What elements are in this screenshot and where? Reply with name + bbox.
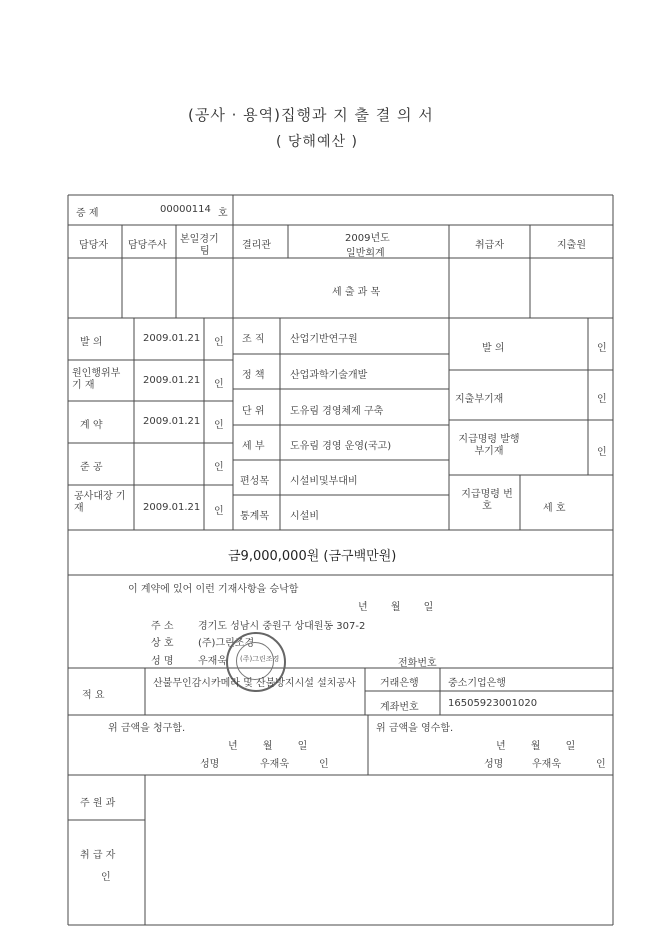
right-row-expense-label: 지출부기재 <box>455 394 504 405</box>
left-row-ledger-label: 공사대장 기 재 <box>74 491 126 514</box>
left-row-ledger-date: 2009.01.21 <box>143 502 201 513</box>
receipt-text: 위 금액을 영수함. <box>376 723 454 734</box>
account-type: 일반회계 <box>346 248 385 259</box>
left-row-cause-date: 2009.01.21 <box>143 375 201 386</box>
document-title: (공사 · 용역)집행과 지 출 결 의 서 <box>188 106 434 124</box>
bank-label: 거래은행 <box>380 678 419 689</box>
right-row-order-seal: 인 <box>597 447 607 458</box>
right-row-order-no-value: 세 호 <box>543 503 566 514</box>
receipt-name: 우재욱 <box>532 759 561 770</box>
approval-col-handler: 취급자 <box>475 240 504 251</box>
account-label: 계좌번호 <box>380 702 419 713</box>
left-row-contract-seal: 인 <box>214 420 224 431</box>
receipt-date: 년 월 일 <box>496 741 576 752</box>
account-value: 16505923001020 <box>448 698 538 709</box>
mid-row-org-label: 조 직 <box>242 334 265 345</box>
left-row-cause-seal: 인 <box>214 379 224 390</box>
summary-label: 적 요 <box>82 690 105 701</box>
summary-value: 산불무인감시카메라 및 산불방지시설 설치공사 <box>153 678 356 689</box>
name-label: 성 명 <box>151 656 174 667</box>
mid-row-policy-value: 산업과학기술개발 <box>290 370 368 381</box>
claim-date: 년 월 일 <box>228 741 308 752</box>
approval-col-officer: 담당주사 <box>128 240 167 251</box>
mid-row-unit-label: 단 위 <box>242 406 265 417</box>
left-row-proposal-seal: 인 <box>214 337 224 348</box>
budget-class-label: 세 출 과 목 <box>332 287 381 298</box>
contract-statement: 이 계약에 있어 이런 기재사항을 승낙함 <box>128 584 299 595</box>
doc-number-suffix: 호 <box>218 208 228 219</box>
bank-value: 중소기업은행 <box>448 678 506 689</box>
receipt-name-label: 성명 <box>484 759 504 770</box>
mid-row-budget-item-label: 편성목 <box>240 476 269 487</box>
mid-row-detail-value: 도유림 경영 운영(국고) <box>290 441 392 452</box>
right-row-order-no-label: 지급명령 번 호 <box>461 489 513 512</box>
approval-col-team-line2: 팀 <box>200 246 210 257</box>
claim-name: 우재욱 <box>260 759 289 770</box>
total-amount: 금9,000,000원 (금구백만원) <box>228 549 397 564</box>
address-value: 경기도 성남시 중원구 상대원동 307-2 <box>198 621 366 632</box>
approval-col-payer: 지출원 <box>557 240 586 251</box>
approval-col-clerk: 담당자 <box>79 240 108 251</box>
footer-handler-seal: 인 <box>101 872 111 883</box>
left-row-cause-label: 원인행위부 기 재 <box>72 368 121 391</box>
document-subtitle: ( 당해예산 ) <box>276 134 358 150</box>
name-value: 우재욱 <box>198 656 227 667</box>
contract-date: 년 월 일 <box>358 602 434 613</box>
claim-seal: 인 <box>319 759 329 770</box>
receipt-seal: 인 <box>596 759 606 770</box>
mid-row-budget-item-value: 시설비및부대비 <box>290 476 358 487</box>
footer-handler: 취 급 자 <box>80 850 116 861</box>
left-row-contract-date: 2009.01.21 <box>143 416 201 427</box>
approval-col-team-line1: 본일경기 <box>180 234 219 245</box>
footer-main-dept: 주 원 과 <box>80 798 116 809</box>
phone-label: 전화번호 <box>398 658 437 669</box>
mid-row-stat-value: 시설비 <box>290 511 319 522</box>
company-value: (주)그린조경 <box>198 638 255 649</box>
company-seal-text: (주)그린조경 <box>240 655 280 663</box>
claim-text: 위 금액을 청구함. <box>108 723 186 734</box>
approval-col-manager: 결리관 <box>242 240 271 251</box>
right-row-order-label: 지급명령 발행부기재 <box>458 434 520 457</box>
left-row-completion-seal: 인 <box>214 462 224 473</box>
right-row-proposal-label: 발 의 <box>482 343 505 354</box>
right-row-expense-seal: 인 <box>597 394 607 405</box>
address-label: 주 소 <box>151 621 174 632</box>
doc-number-label: 증 제 <box>76 208 99 219</box>
left-row-proposal-date: 2009.01.21 <box>143 333 201 344</box>
fiscal-year: 2009년도 <box>345 233 390 244</box>
company-label: 상 호 <box>151 638 174 649</box>
mid-row-stat-label: 통계목 <box>240 511 269 522</box>
mid-row-org-value: 산업기반연구원 <box>290 334 358 345</box>
left-row-proposal-label: 발 의 <box>80 337 103 348</box>
left-row-ledger-seal: 인 <box>214 506 224 517</box>
right-row-proposal-seal: 인 <box>597 343 607 354</box>
mid-row-unit-value: 도유림 경영체제 구축 <box>290 406 384 417</box>
left-row-contract-label: 계 약 <box>80 420 103 431</box>
mid-row-detail-label: 세 부 <box>242 441 265 452</box>
left-row-completion-label: 준 공 <box>80 462 103 473</box>
mid-row-policy-label: 정 책 <box>242 370 265 381</box>
doc-number-value: 00000114 <box>160 204 211 215</box>
claim-name-label: 성명 <box>200 759 220 770</box>
